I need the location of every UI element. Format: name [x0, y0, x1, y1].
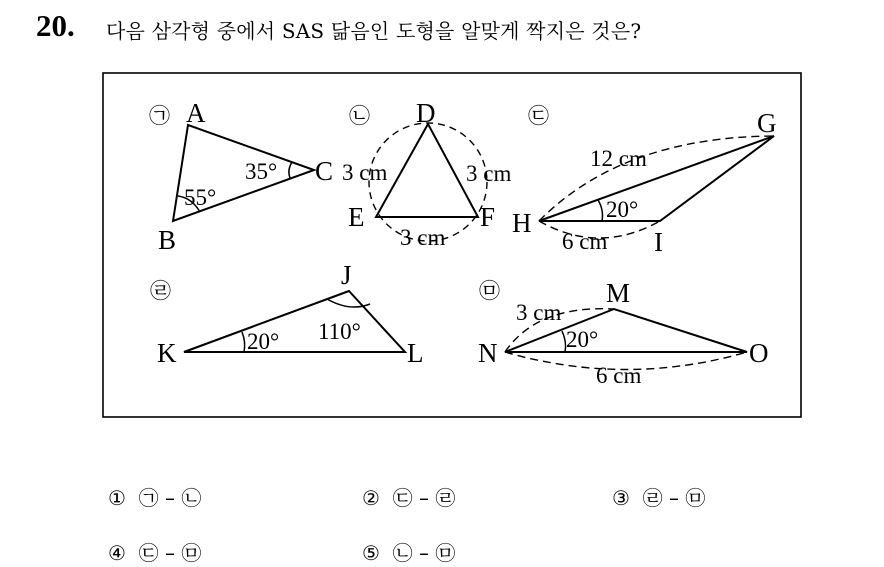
choice-5[interactable]	[362, 537, 455, 566]
choice-4[interactable]	[108, 537, 201, 566]
marker-3: ㉢	[528, 104, 549, 128]
choice-2-number: ②	[362, 486, 380, 510]
angle-b: 55°	[184, 185, 217, 210]
choice-3-number: ③	[612, 486, 630, 510]
angle-h: 20°	[606, 197, 639, 222]
triangle-mno	[478, 278, 769, 388]
angle-k: 20°	[247, 329, 280, 354]
triangle-abc	[149, 98, 333, 255]
label-k: K	[157, 338, 177, 368]
triangle-ghi	[512, 104, 777, 257]
question-text: 다음 삼각형 중에서 SAS 닮음인 도형을 알맞게 짝지은 것은?	[106, 19, 642, 43]
label-g: G	[757, 108, 777, 138]
marker-2: ㉡	[349, 104, 370, 128]
label-n: N	[478, 338, 498, 368]
figure-border	[103, 73, 801, 417]
label-d: D	[416, 98, 436, 128]
side-hg: 12 cm	[590, 146, 647, 171]
choice-5-number: ⑤	[362, 541, 380, 565]
choice-2[interactable]	[362, 482, 455, 511]
label-j: J	[341, 260, 352, 290]
angle-c: 35°	[245, 159, 278, 184]
choice-1-text: ㉠ – ㉡	[138, 486, 202, 510]
choice-4-text: ㉢ – ㉤	[138, 541, 202, 565]
triangle-jkl	[150, 260, 424, 368]
marker-4: ㉣	[150, 279, 171, 303]
choice-5-text: ㉡ – ㉤	[392, 541, 456, 565]
choice-2-text: ㉢ – ㉣	[392, 486, 456, 510]
side-ef: 3 cm	[400, 225, 446, 250]
label-b: B	[158, 225, 177, 255]
label-m: M	[606, 278, 631, 308]
marker-1: ㉠	[149, 104, 170, 128]
label-a: A	[186, 98, 206, 128]
side-hi: 6 cm	[562, 229, 608, 254]
angle-j: 110°	[318, 319, 361, 344]
label-h: H	[512, 208, 532, 238]
label-o: O	[749, 338, 769, 368]
label-i: I	[654, 227, 663, 257]
side-no: 6 cm	[596, 363, 642, 388]
choice-4-number: ④	[108, 541, 126, 565]
choice-1-number: ①	[108, 486, 126, 510]
label-c: C	[315, 156, 334, 186]
choice-3-text: ㉣ – ㉤	[642, 486, 706, 510]
triangle-def	[342, 98, 511, 250]
label-l: L	[407, 338, 424, 368]
label-e: E	[348, 202, 365, 232]
marker-5: ㉤	[479, 279, 500, 303]
question-number: 20.	[36, 8, 75, 43]
side-df: 3 cm	[466, 161, 512, 186]
angle-n: 20°	[566, 327, 599, 352]
label-f: F	[480, 202, 496, 232]
figure-box	[102, 72, 802, 419]
side-nm: 3 cm	[516, 300, 562, 325]
choice-3[interactable]	[612, 482, 705, 511]
choice-1[interactable]	[108, 482, 201, 511]
side-de: 3 cm	[342, 160, 388, 185]
